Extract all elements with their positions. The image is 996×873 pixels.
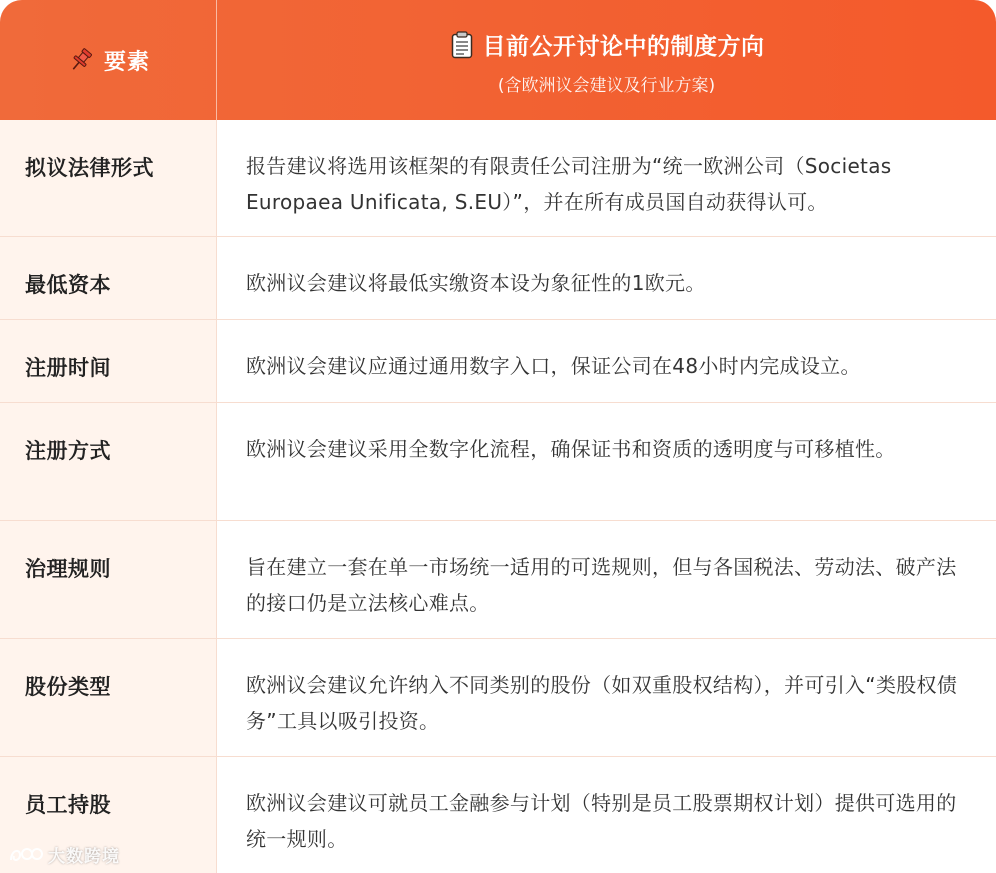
table-row	[0, 237, 996, 320]
row-key: 股份类型	[0, 639, 217, 756]
header-value-cell	[217, 0, 996, 120]
watermark-text: 大数跨境	[48, 847, 120, 867]
row-value	[217, 403, 996, 520]
table-row	[0, 403, 996, 521]
header-key-cell	[0, 0, 217, 120]
clipboard-icon	[449, 30, 475, 60]
row-value-text: 报告建议将选用该框架的有限责任公司注册为“统一欧洲公司（Societas Europaea Unificata, S.EU）”，并在所有成员国自动获得认可。	[246, 154, 892, 214]
row-value-text: 旨在建立一套在单一市场统一适用的可选规则，但与各国税法、劳动法、破产法的接口仍是立法核心难点。	[246, 555, 957, 615]
watermark	[8, 842, 120, 867]
header-key-label: 要素	[103, 49, 150, 75]
row-value	[217, 320, 996, 402]
row-value-text: 欧洲议会建议采用全数字化流程，确保证书和资质的透明度与可移植性。	[246, 437, 896, 461]
table-row	[0, 757, 996, 873]
row-value	[217, 237, 996, 319]
header-subtitle: (含欧洲议会建议及行业方案)	[497, 76, 716, 96]
row-value-text: 欧洲议会建议可就员工金融参与计划（特别是员工股票期权计划）提供可选用的统一规则。	[246, 791, 957, 851]
row-value	[217, 757, 996, 873]
table-row	[0, 521, 996, 639]
row-key: 注册方式	[0, 403, 217, 520]
table-row	[0, 120, 996, 237]
row-key: 员工持股	[0, 757, 217, 873]
row-value	[217, 521, 996, 638]
row-key: 注册时间	[0, 320, 217, 402]
row-key: 治理规则	[0, 521, 217, 638]
brand-logo-icon	[8, 844, 44, 866]
table-row	[0, 320, 996, 403]
pushpin-icon	[66, 45, 96, 75]
row-value-text: 欧洲议会建议允许纳入不同类别的股份（如双重股权结构），并可引入“类股权债务”工具以吸引投资。	[246, 673, 958, 733]
table-header	[0, 0, 996, 120]
header-title-row	[449, 28, 765, 61]
row-key: 拟议法律形式	[0, 120, 217, 236]
table-row	[0, 639, 996, 757]
row-key: 最低资本	[0, 237, 217, 319]
row-value-text: 欧洲议会建议将最低实缴资本设为象征性的1欧元。	[246, 271, 706, 295]
header-title: 目前公开讨论中的制度方向	[482, 34, 765, 60]
row-value	[217, 639, 996, 756]
row-value	[217, 120, 996, 236]
row-value-text: 欧洲议会建议应通过通用数字入口，保证公司在48小时内完成设立。	[246, 354, 861, 378]
